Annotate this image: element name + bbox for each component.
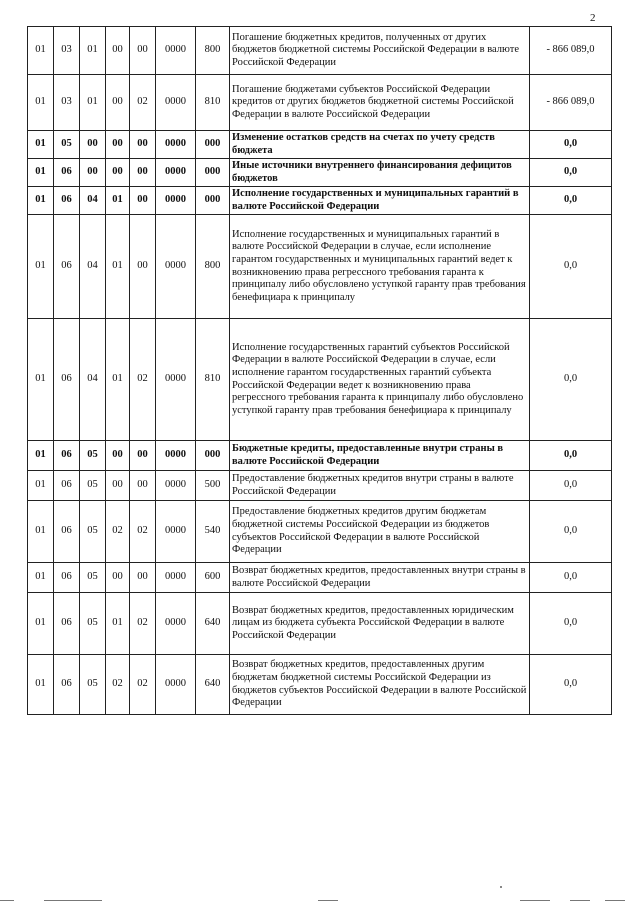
code-cell: 000 [196, 187, 230, 215]
code-cell: 02 [130, 501, 156, 563]
code-cell: 00 [130, 563, 156, 593]
table-row [28, 501, 612, 563]
code-cell: 500 [196, 471, 230, 501]
code-cell: 01 [28, 441, 54, 471]
code-cell: 03 [54, 27, 80, 75]
code-cell: 05 [80, 593, 106, 655]
table-row [28, 471, 612, 501]
code-cell: 02 [130, 655, 156, 715]
code-cell: 01 [28, 501, 54, 563]
code-cell: 06 [54, 187, 80, 215]
table-row [28, 27, 612, 75]
source-name-cell: Исполнение государственных гарантий субъектов Российской Федерации в валюте Российской Федерации в случае, если исполнение гарантом государственных гарантий субъекта Российской Федерации ведет к возникновению права регрессного требования гаранта к принципалу либо обусловлено уступкой гаранту прав требования бенефициара к принципалу [230, 319, 530, 441]
code-cell: 06 [54, 441, 80, 471]
code-cell: 00 [106, 27, 130, 75]
code-cell: 0000 [156, 655, 196, 715]
source-name-cell: Изменение остатков средств на счетах по учету средств бюджета [230, 131, 530, 159]
code-cell: 01 [28, 563, 54, 593]
code-cell: 01 [28, 75, 54, 131]
amount-cell: 0,0 [530, 655, 612, 715]
code-cell: 03 [54, 75, 80, 131]
code-cell: 01 [28, 215, 54, 319]
code-cell: 02 [130, 593, 156, 655]
code-cell: 02 [130, 75, 156, 131]
source-name-cell: Исполнение государственных и муниципальных гарантий в валюте Российской Федерации в случае, если исполнение гарантом государственных и муниципальных гарантий ведет к возникновению права регрессного требования гаранта к принципалу либо обусловлено уступкой гаранту прав требования бенефициара к принципалу [230, 215, 530, 319]
table-row [28, 131, 612, 159]
table-row [28, 441, 612, 471]
source-name-cell: Бюджетные кредиты, предоставленные внутри страны в валюте Российской Федерации [230, 441, 530, 471]
scan-artifact-line [0, 900, 14, 901]
source-name-cell: Возврат бюджетных кредитов, предоставленных другим бюджетам бюджетной системы Российской Федерации из бюджетов субъектов Российской Федерации в валюте Российской Федерации [230, 655, 530, 715]
source-name-cell: Погашение бюджетами субъектов Российской Федерации кредитов от других бюджетов бюджетной системы Российской Федерации в валюте Российской Федерации [230, 75, 530, 131]
code-cell: 05 [54, 131, 80, 159]
code-cell: 00 [106, 441, 130, 471]
code-cell: 01 [106, 593, 130, 655]
code-cell: 00 [130, 215, 156, 319]
code-cell: 02 [106, 501, 130, 563]
amount-cell: 0,0 [530, 501, 612, 563]
code-cell: 06 [54, 593, 80, 655]
table-row [28, 75, 612, 131]
source-name-cell: Возврат бюджетных кредитов, предоставленных юридическим лицам из бюджета субъекта Российской Федерации в валюте Российской Федерации [230, 593, 530, 655]
code-cell: 00 [130, 441, 156, 471]
code-cell: 800 [196, 27, 230, 75]
code-cell: 01 [28, 187, 54, 215]
code-cell: 540 [196, 501, 230, 563]
code-cell: 05 [80, 563, 106, 593]
code-cell: 05 [80, 441, 106, 471]
amount-cell: 0,0 [530, 187, 612, 215]
table-row [28, 215, 612, 319]
code-cell: 01 [80, 27, 106, 75]
scan-artifact-line [605, 900, 625, 901]
code-cell: 04 [80, 187, 106, 215]
source-name-cell: Иные источники внутреннего финансирования дефицитов бюджетов [230, 159, 530, 187]
scan-artifact-line [570, 900, 590, 901]
code-cell: 01 [28, 319, 54, 441]
code-cell: 02 [130, 319, 156, 441]
amount-cell: 0,0 [530, 131, 612, 159]
code-cell: 06 [54, 159, 80, 187]
source-name-cell: Погашение бюджетных кредитов, полученных от других бюджетов бюджетной системы Российской Федерации в валюте Российской Федерации [230, 27, 530, 75]
table-row [28, 187, 612, 215]
code-cell: 01 [28, 159, 54, 187]
code-cell: 04 [80, 319, 106, 441]
code-cell: 00 [130, 131, 156, 159]
code-cell: 640 [196, 655, 230, 715]
amount-cell: 0,0 [530, 159, 612, 187]
code-cell: 0000 [156, 441, 196, 471]
budget-sources-table [27, 26, 612, 715]
scan-artifact-line [520, 900, 550, 901]
code-cell: 01 [28, 593, 54, 655]
code-cell: 000 [196, 131, 230, 159]
code-cell: 00 [106, 159, 130, 187]
code-cell: 0000 [156, 27, 196, 75]
table-row [28, 563, 612, 593]
code-cell: 01 [28, 131, 54, 159]
code-cell: 00 [106, 75, 130, 131]
code-cell: 00 [130, 187, 156, 215]
amount-cell: 0,0 [530, 215, 612, 319]
code-cell: 01 [28, 27, 54, 75]
code-cell: 640 [196, 593, 230, 655]
table-body [28, 27, 612, 715]
code-cell: 05 [80, 655, 106, 715]
table-row [28, 319, 612, 441]
table-row [28, 655, 612, 715]
amount-cell: 0,0 [530, 319, 612, 441]
code-cell: 0000 [156, 75, 196, 131]
amount-cell: - 866 089,0 [530, 27, 612, 75]
code-cell: 0000 [156, 159, 196, 187]
code-cell: 01 [106, 215, 130, 319]
code-cell: 00 [106, 471, 130, 501]
code-cell: 0000 [156, 319, 196, 441]
amount-cell: 0,0 [530, 471, 612, 501]
code-cell: 06 [54, 501, 80, 563]
code-cell: 06 [54, 655, 80, 715]
code-cell: 00 [130, 27, 156, 75]
code-cell: 05 [80, 501, 106, 563]
code-cell: 01 [106, 187, 130, 215]
code-cell: 01 [28, 471, 54, 501]
code-cell: 810 [196, 75, 230, 131]
amount-cell: 0,0 [530, 441, 612, 471]
code-cell: 04 [80, 215, 106, 319]
code-cell: 000 [196, 159, 230, 187]
code-cell: 06 [54, 563, 80, 593]
code-cell: 0000 [156, 187, 196, 215]
code-cell: 00 [130, 471, 156, 501]
code-cell: 00 [80, 159, 106, 187]
page-number: 2 [590, 12, 596, 24]
code-cell: 600 [196, 563, 230, 593]
code-cell: 810 [196, 319, 230, 441]
source-name-cell: Возврат бюджетных кредитов, предоставленных внутри страны в валюте Российской Федерации [230, 563, 530, 593]
code-cell: 00 [106, 563, 130, 593]
code-cell: 0000 [156, 563, 196, 593]
code-cell: 01 [106, 319, 130, 441]
code-cell: 00 [80, 131, 106, 159]
amount-cell: 0,0 [530, 563, 612, 593]
code-cell: 01 [28, 655, 54, 715]
scan-artifact-line [44, 900, 102, 901]
code-cell: 0000 [156, 501, 196, 563]
code-cell: 02 [106, 655, 130, 715]
table-row [28, 159, 612, 187]
code-cell: 06 [54, 215, 80, 319]
code-cell: 0000 [156, 593, 196, 655]
code-cell: 800 [196, 215, 230, 319]
code-cell: 00 [106, 131, 130, 159]
source-name-cell: Исполнение государственных и муниципальных гарантий в валюте Российской Федерации [230, 187, 530, 215]
scan-artifact-line [318, 900, 338, 901]
amount-cell: - 866 089,0 [530, 75, 612, 131]
code-cell: 0000 [156, 215, 196, 319]
table-row [28, 593, 612, 655]
code-cell: 0000 [156, 471, 196, 501]
code-cell: 00 [130, 159, 156, 187]
code-cell: 0000 [156, 131, 196, 159]
code-cell: 000 [196, 441, 230, 471]
code-cell: 06 [54, 319, 80, 441]
source-name-cell: Предоставление бюджетных кредитов другим бюджетам бюджетной системы Российской Федерации из бюджетов субъектов Российской Федерации в валюте Российской Федерации [230, 501, 530, 563]
code-cell: 01 [80, 75, 106, 131]
scan-artifact-dot [500, 886, 502, 888]
code-cell: 05 [80, 471, 106, 501]
code-cell: 06 [54, 471, 80, 501]
source-name-cell: Предоставление бюджетных кредитов внутри страны в валюте Российской Федерации [230, 471, 530, 501]
amount-cell: 0,0 [530, 593, 612, 655]
